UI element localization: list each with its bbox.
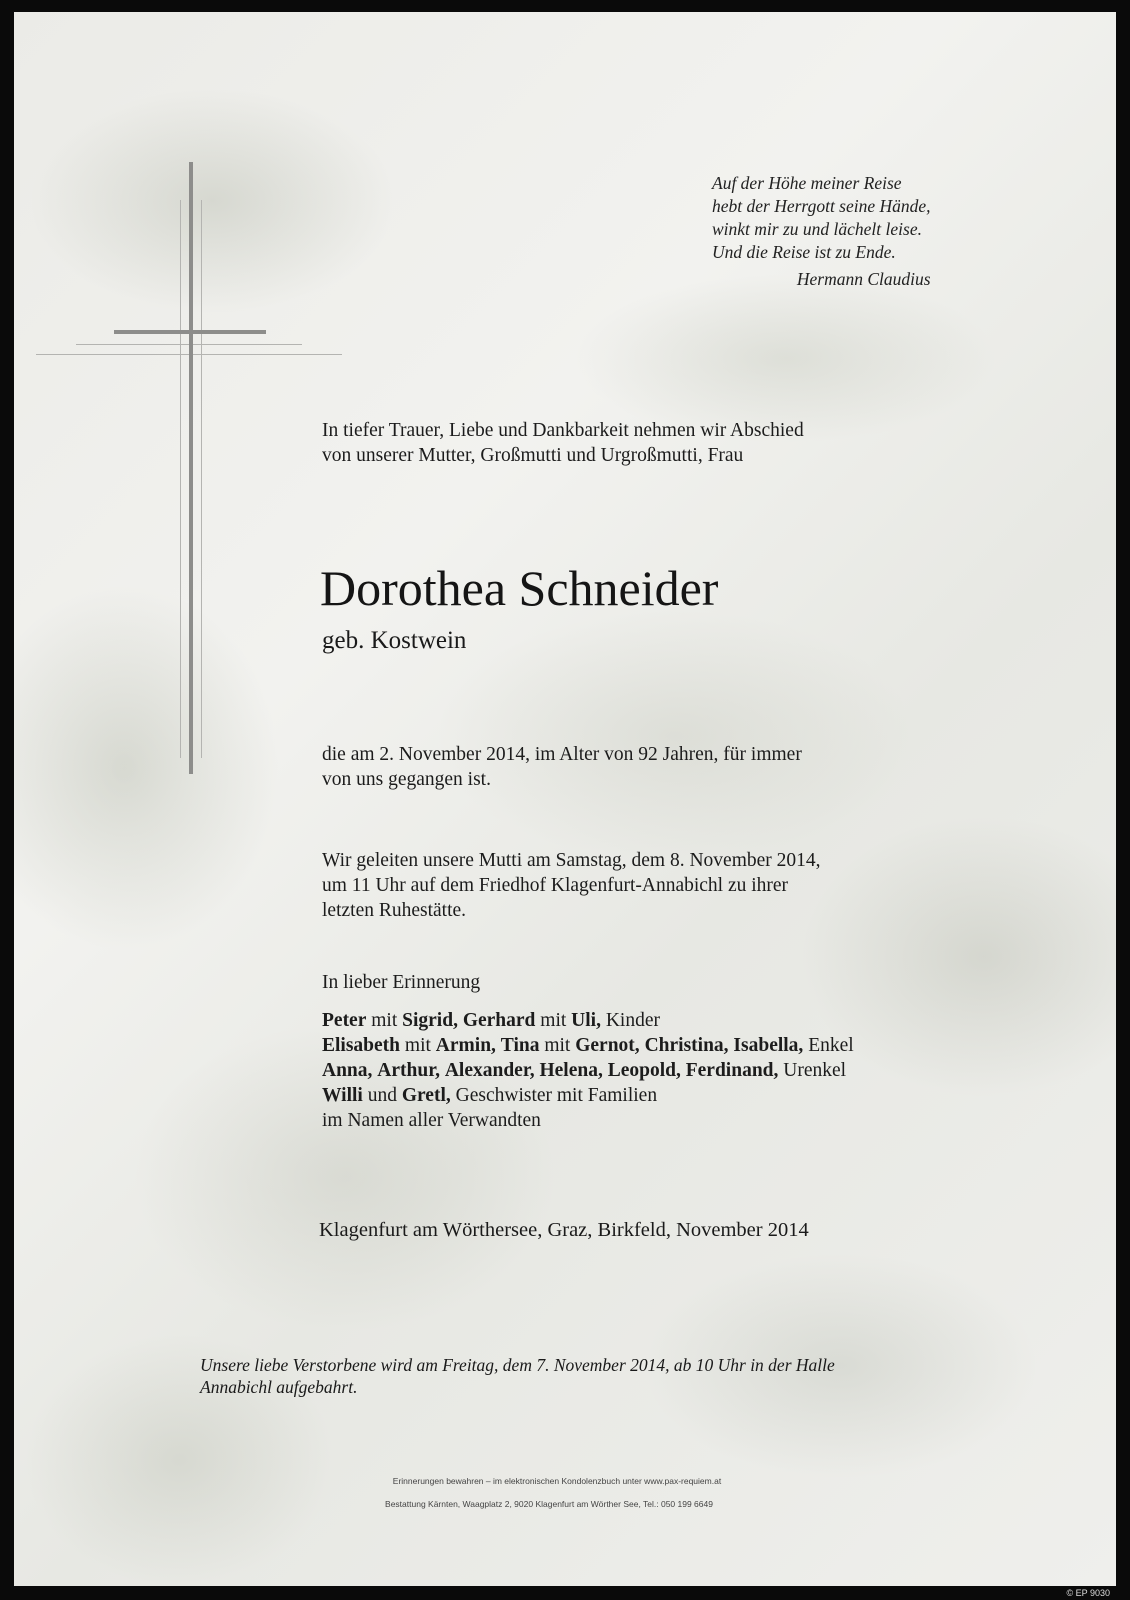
cross-icon-bar xyxy=(114,330,266,334)
viewing-notice xyxy=(200,1354,980,1398)
maiden-name: geb. Kostwein xyxy=(322,627,467,654)
cross-icon xyxy=(189,162,193,774)
family-line: Peter mit Sigrid, Gerhard mit Uli, Kinder xyxy=(322,1010,660,1031)
family-line: Willi und Gretl, Geschwister mit Familien xyxy=(322,1085,658,1106)
poem-line: hebt der Herrgott seine Hände, xyxy=(712,196,931,216)
poem-line: Und die Reise ist zu Ende. xyxy=(712,242,896,262)
poem xyxy=(712,172,931,291)
deceased-name: Dorothea Schneider xyxy=(320,560,719,616)
funeral-text xyxy=(322,848,821,923)
poem-author: Hermann Claudius xyxy=(796,269,931,289)
death-line: von uns gegangen ist. xyxy=(322,769,491,790)
footer-condolence: Erinnerungen bewahren – im elektronischen Kondolenzbuch unter www.pax-requiem.at xyxy=(392,1476,722,1486)
intro-line: In tiefer Trauer, Liebe und Dankbarkeit nehmen wir Abschied xyxy=(322,420,804,441)
death-text xyxy=(322,742,802,792)
funeral-line: Wir geleiten unsere Mutti am Samstag, dem 8. November 2014, xyxy=(322,850,821,871)
obituary-sheet xyxy=(14,12,1116,1586)
viewing-line: Annabichl aufgebahrt. xyxy=(200,1377,358,1397)
memory-heading: In lieber Erinnerung xyxy=(322,972,481,993)
viewing-line: Unsere liebe Verstorbene wird am Freitag, dem 7. November 2014, ab 10 Uhr in der Halle xyxy=(200,1355,835,1375)
family-line: Elisabeth mit Armin, Tina mit Gernot, Christina, Isabella, Enkel xyxy=(322,1035,854,1056)
funeral-line: letzten Ruhestätte. xyxy=(322,900,467,921)
funeral-line: um 11 Uhr auf dem Friedhof Klagenfurt-Annabichl zu ihrer xyxy=(322,875,789,896)
cross-line-right xyxy=(201,200,202,758)
family-list xyxy=(322,1008,854,1133)
intro-text xyxy=(322,418,804,468)
family-line: Anna, Arthur, Alexander, Helena, Leopold, Ferdinand, Urenkel xyxy=(322,1060,847,1081)
copyright-code: © EP 9030 xyxy=(1066,1588,1110,1598)
cross-line-left xyxy=(180,200,181,758)
death-line: die am 2. November 2014, im Alter von 92 Jahren, für immer xyxy=(322,744,802,765)
footer-undertaker: Bestattung Kärnten, Waagplatz 2, 9020 Klagenfurt am Wörther See, Tel.: 050 199 6649 xyxy=(385,1499,713,1509)
poem-line: Auf der Höhe meiner Reise xyxy=(712,173,902,193)
family-line: im Namen aller Verwandten xyxy=(322,1110,541,1131)
intro-line: von unserer Mutter, Großmutti und Urgroßmutti, Frau xyxy=(322,445,744,466)
poem-line: winkt mir zu und lächelt leise. xyxy=(712,219,922,239)
place-date: Klagenfurt am Wörthersee, Graz, Birkfeld, November 2014 xyxy=(319,1219,809,1241)
